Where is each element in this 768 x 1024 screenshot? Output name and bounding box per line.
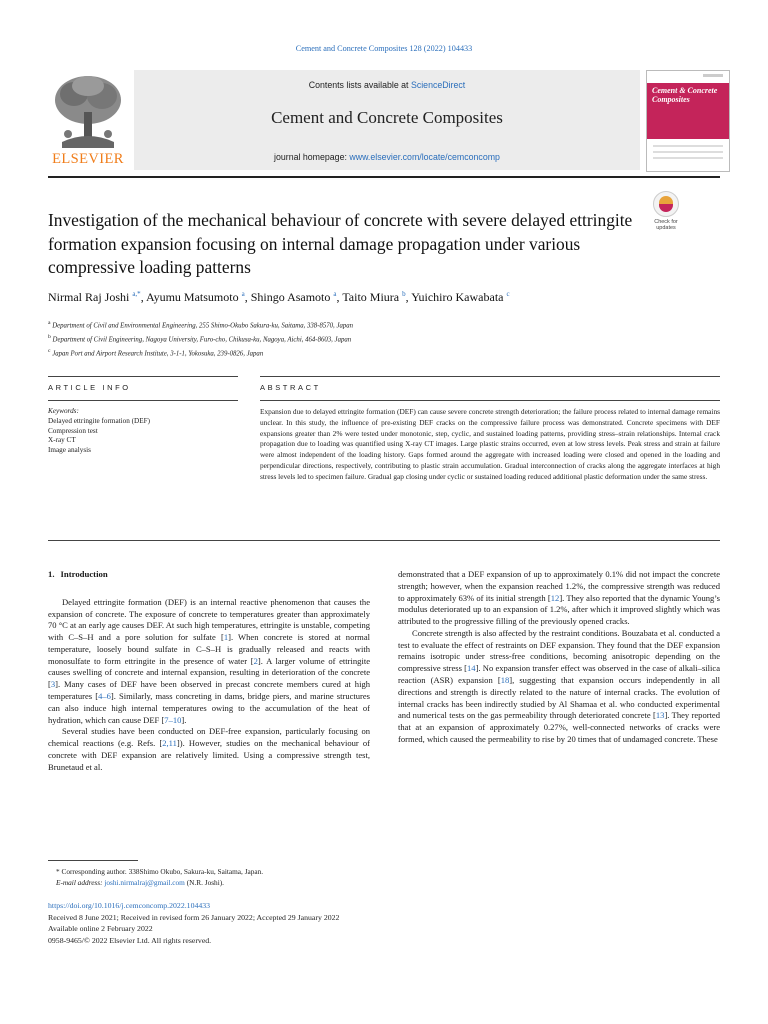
section-number: 1. <box>48 569 55 579</box>
author-affiliation-mark[interactable]: c <box>506 290 510 298</box>
elsevier-logo[interactable] <box>48 70 128 170</box>
author-affiliation-mark[interactable]: a <box>241 290 245 298</box>
citation-link[interactable]: 3 <box>50 679 56 690</box>
intro-paragraph: Delayed ettringite formation (DEF) is an internal reactive phenomenon that causes the expansion of concrete. The exposure of concrete to temperatures greater than approximately 70 °C at an early age causes DEF. At such high temperatures, ettringite is unstable, competing with C–S–H and a pore solution for sulfate [1]. When concrete is stored at normal temperature, loosely bound sulfate in C–S–H is gradually released and reacts with monosulfate to form ettringite in the presence of water [2]. A larger volume of ettringite causes swelling of concrete and internal expansion, resulting in deterioration of the concrete [3]. Many cases of DEF have been observed in precast concrete members cured at high temperatures [4–6]. Similarly, mass concreting in dams, bridge piers, and marine structures can also induce high internal temperatures owing to the accumulation of the heat of hydration, which can cause DEF [7–10]. <box>48 596 370 725</box>
section-heading-introduction <box>48 569 370 581</box>
keywords-block <box>48 407 238 456</box>
citation-link[interactable]: 2 <box>253 655 258 666</box>
affiliation-list <box>48 318 688 359</box>
author-name[interactable]: Yuichiro Kawabata <box>411 290 504 304</box>
author-name[interactable]: Ayumu Matsumoto <box>146 290 239 304</box>
keywords-heading: Keywords: <box>48 407 79 415</box>
citation-link[interactable]: 2,11 <box>162 738 177 749</box>
footnotes <box>56 866 656 888</box>
article-info-rule-top <box>48 376 238 377</box>
intro-paragraph: Concrete strength is also affected by the restraint conditions. Bouzabata et al. conducted a test to evaluate the effect of restraints on DEF expansion. They found that the DEF expansion remains isotropic under stress-free conditions, becoming anisotropic depending on the compressive stress [14]. No expansion transfer effect was observed in the case of alkali–silica reaction (ASR) expansion [18], suggesting that expansion occurs independently in all directions and strength is directly related to the nature of internal cracks. The evolution of internal cracks has been indirectly studied by Al Shamaa et al. who conducted experimental and numerical tests on the gas permeability through deteriorated concrete [13]. They reported that at an expansion of approximately 0.27%, well-connected networks of cracks were formed, which caused the permeability to rise by 20 times that of undamaged concrete. These <box>398 627 721 744</box>
citation-link[interactable]: 4–6 <box>98 691 111 702</box>
section-title: Introduction <box>60 569 108 579</box>
citation-link[interactable]: 18 <box>500 675 510 686</box>
cover-title: Cement & Concrete Composites <box>652 86 718 104</box>
check-updates-label: Check for updates <box>654 219 678 231</box>
article-metadata <box>48 900 648 946</box>
body-column-left <box>48 569 370 774</box>
homepage-line <box>134 152 640 162</box>
article-info-heading: ARTICLE INFO <box>48 383 131 392</box>
author-affiliation-mark[interactable]: a <box>333 290 337 298</box>
citation-link[interactable]: 12 <box>550 592 560 603</box>
cover-header <box>647 71 729 83</box>
affiliation-item: $^c$ Japan Port and Airport Research Institute, 3-1-1, Yokosuka, 239-0826, Japan <box>48 347 264 357</box>
author-name[interactable]: Taito Miura <box>342 290 400 304</box>
body-column-right <box>398 569 720 746</box>
intro-paragraph-continued: demonstrated that a DEF expansion of up to approximately 0.1% did not impact the concrete strength; however, when the expansion reached 1.2%, the compressive strength was reduced to approximately 63% of its initial strength [12]. They also reported that the dynamic Young’s modulus deteriorated up to an expansion of 1.2%, after which it improved slightly which was attributed to the progressive filling of the previously opened cracks. <box>398 569 720 627</box>
author-affiliation-mark[interactable]: b <box>402 290 406 298</box>
corresponding-mark: * <box>56 867 62 876</box>
author-affiliation-mark[interactable]: a,* <box>132 290 141 298</box>
intro-paragraph: Several studies have been conducted on DEF-free expansion, particularly focusing on chemical reactions (e.g. Refs. [2,11]). However, studies on the mechanical behaviour of concrete with DEF expansion are relatively limited. Using a compressive strength test, Brunetaud et al. <box>48 726 371 772</box>
footnote-rule <box>48 860 138 861</box>
author-list: Nirmal Raj Joshi $^{a,*}$, Ayumu Matsumoto $^a$, Shingo Asamoto $^a$, Taito Miura $^b$, Yuichiro Kawabata $^c$ <box>48 290 510 304</box>
abstract-rule <box>260 400 720 401</box>
author-name[interactable]: Shingo Asamoto <box>250 290 331 304</box>
keyword-item[interactable]: X-ray CT <box>48 436 76 445</box>
received-dates: Received 8 June 2021; Received in revised form 26 January 2022; Accepted 29 January 2022 <box>48 912 340 922</box>
abstract-text: Expansion due to delayed ettringite formation (DEF) can cause severe concrete strength deterioration; the failure process related to internal damage remains unclear. In this study, the influence of pre-existing DEF cracks on the compressive failure process was demonstrated. Concrete specimens with DEF expansions greater than 2% were tested under monotonic, step, cyclic, and sustained loading patterns, providing stress–strain relationships. Internal crack propagation due to loading was quantified using X-ray CT images. Large plastic strains occurred, even at low stress levels. Peak stress and strain at failure were almost independent of the loading history. Gaps formed around the aggregate with increased loading were closed and opened in the loading and perpendicular directions, respectively, contributing to plastic strain accumulation. Gradual interconnection of cracks along the aggregate interfaces at high stress levels led to specimen failure. Gradual gap closing under cyclic or sustained loading reduced additional plastic deformation under the same stress. <box>260 407 720 481</box>
contents-prefix: Contents lists available at <box>308 80 411 90</box>
affiliation-item: $^a$ Department of Civil and Environmental Engineering, 255 Shimo-Okubo Sakura-ku, Saitama, 338-8570, Japan <box>48 320 354 330</box>
available-online: Available online 2 February 2022 <box>48 924 153 934</box>
doi-link[interactable]: https://doi.org/10.1016/j.cemconcomp.2022.104433 <box>48 901 211 910</box>
journal-info-box <box>134 70 640 170</box>
masthead-rule <box>48 176 720 178</box>
contents-line <box>134 80 640 90</box>
elsevier-tree-icon <box>52 72 124 150</box>
author-email-link[interactable]: joshi.nirmalraj@gmail.com <box>104 878 185 888</box>
keyword-item[interactable]: Compression test <box>48 426 98 435</box>
homepage-prefix: journal homepage: <box>274 152 350 162</box>
citation-link[interactable]: 1 <box>223 632 229 643</box>
affiliation-item: $^b$ Department of Civil Engineering, Nagoya University, Furo-cho, Chikusa-ku, Nagoya, Aichi, 464-8603, Japan <box>48 333 352 344</box>
author-name[interactable]: Nirmal Raj Joshi <box>48 290 130 304</box>
running-header[interactable]: Cement and Concrete Composites 128 (2022) 104433 <box>295 44 473 53</box>
keyword-item[interactable]: Delayed ettringite formation (DEF) <box>48 416 150 425</box>
cover-lines <box>647 141 729 163</box>
check-for-updates-button[interactable] <box>648 191 684 231</box>
citation-link[interactable]: 7–10 <box>164 714 182 725</box>
article-info-rule <box>48 400 238 401</box>
keyword-item[interactable]: Image analysis <box>48 446 91 455</box>
abstract-bottom-rule <box>48 540 720 541</box>
citation-link[interactable]: 13 <box>655 710 665 721</box>
check-updates-icon <box>653 191 679 217</box>
corresponding-author-note: * Corresponding author. 338Shimo Okubo, Sakura-ku, Saitama, Japan. <box>56 867 264 876</box>
journal-masthead <box>48 70 728 170</box>
email-note: E-mail address: joshi.nirmalraj@gmail.com (N.R. Joshi). <box>56 878 224 888</box>
copyright-line: 0958-9465/© 2022 Elsevier Ltd. All rights reserved. <box>48 935 212 945</box>
journal-cover-thumbnail[interactable] <box>646 70 730 172</box>
journal-homepage-link[interactable]: www.elsevier.com/locate/cemconcomp <box>349 152 500 162</box>
sciencedirect-link[interactable]: ScienceDirect <box>410 80 466 90</box>
abstract-heading: ABSTRACT <box>260 383 321 392</box>
citation-link[interactable]: 14 <box>467 663 476 674</box>
abstract-rule-top <box>260 376 720 377</box>
article-title: Investigation of the mechanical behaviour of concrete with severe delayed ettringite formation expansion focusing on internal damage propagation under various compressive loading patterns <box>48 210 633 277</box>
journal-name[interactable]: Cement and Concrete Composites <box>271 108 503 127</box>
elsevier-wordmark: ELSEVIER <box>52 151 124 167</box>
